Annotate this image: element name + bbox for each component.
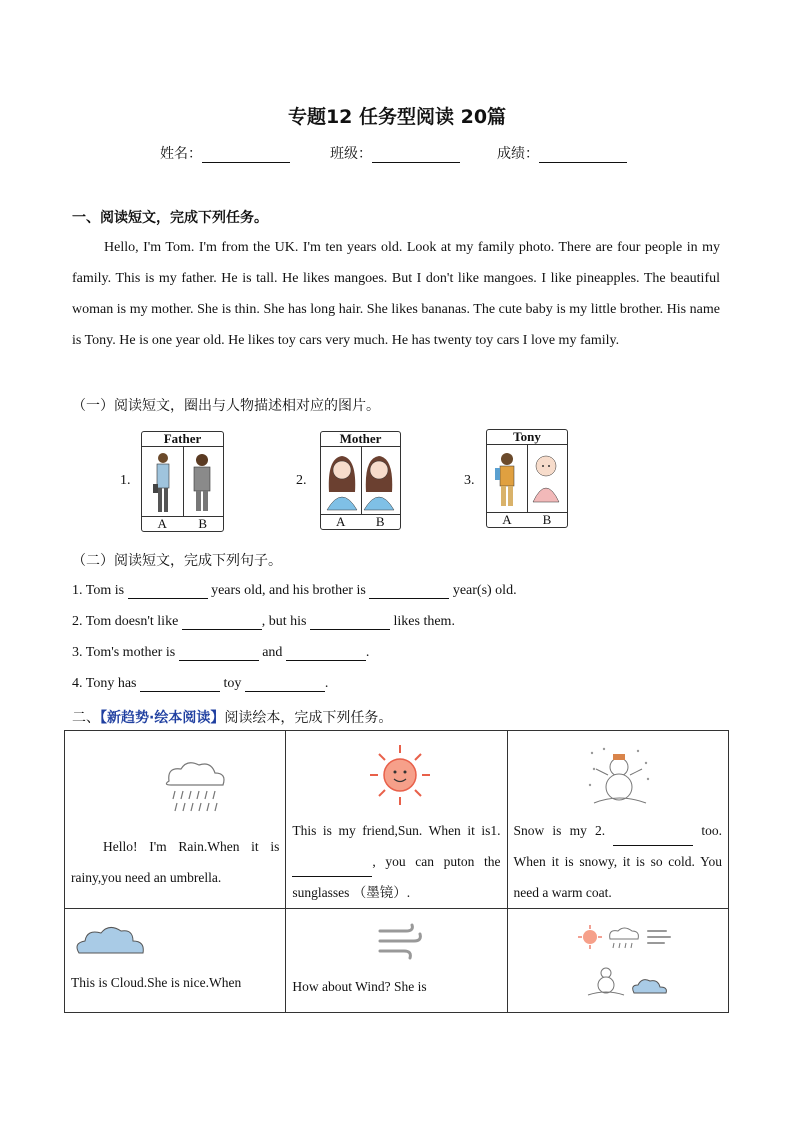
page-title: 专题12 任务型阅读 20篇 bbox=[287, 106, 507, 128]
card2-number: 2. bbox=[296, 473, 307, 488]
question-2 bbox=[72, 614, 455, 630]
q1-text-c: year(s) old. bbox=[452, 583, 517, 598]
sun-text bbox=[292, 815, 500, 908]
mother-card[interactable] bbox=[320, 431, 401, 530]
snow-cell bbox=[507, 731, 728, 909]
option-b[interactable]: B bbox=[542, 512, 552, 527]
q2-blank-2[interactable] bbox=[310, 617, 390, 630]
sun-blank[interactable] bbox=[292, 864, 372, 877]
class-blank[interactable] bbox=[372, 148, 460, 163]
q1-text-b: years old, and his brother is bbox=[211, 583, 366, 598]
section2-heading bbox=[72, 707, 392, 727]
rain-cell bbox=[65, 731, 286, 909]
cloud-text: This is Cloud.She is nice.When bbox=[71, 975, 242, 990]
sun-text-a: This is my friend,Sun. When it is1. bbox=[292, 823, 501, 838]
name-blank[interactable] bbox=[202, 148, 290, 163]
q2-text-a: 2. Tom doesn't like bbox=[72, 614, 179, 629]
name-field[interactable] bbox=[160, 143, 290, 163]
card-header: Tony bbox=[487, 430, 567, 445]
snow-text-a: Snow is my 2. bbox=[513, 823, 606, 838]
snow-text bbox=[514, 815, 722, 908]
tony-card[interactable] bbox=[486, 429, 568, 528]
picture-book-table bbox=[64, 730, 729, 1013]
card-header: Mother bbox=[321, 432, 400, 447]
score-field[interactable] bbox=[497, 143, 627, 163]
option-a[interactable]: A bbox=[157, 516, 167, 531]
weather-icons-cell bbox=[507, 909, 728, 1013]
rain-text: Hello! I'm Rain.When it is rainy,you need an umbrella. bbox=[71, 839, 280, 885]
q2-text-c: likes them. bbox=[393, 614, 455, 629]
section1-heading: 一、阅读短文，完成下列任务。 bbox=[72, 210, 268, 226]
section2-rest: 阅读绘本，完成下列任务。 bbox=[224, 710, 393, 726]
section2-tag: 【新趋势·绘本阅读】 bbox=[100, 710, 225, 726]
option-a[interactable]: A bbox=[502, 512, 512, 527]
q3-blank-2[interactable] bbox=[286, 648, 366, 661]
cloud-cell bbox=[65, 909, 286, 1013]
question-3 bbox=[72, 645, 369, 661]
q4-text-b: toy bbox=[223, 676, 242, 691]
question-1 bbox=[72, 583, 517, 599]
task2-instruction: （二）阅读短文，完成下列句子。 bbox=[72, 553, 282, 569]
q4-blank-1[interactable] bbox=[140, 679, 220, 692]
snow-blank[interactable] bbox=[613, 833, 693, 846]
option-b[interactable]: B bbox=[198, 516, 208, 531]
cloud-icon bbox=[73, 923, 149, 959]
q4-blank-2[interactable] bbox=[245, 679, 325, 692]
q4-text-a: 4. Tony has bbox=[72, 676, 137, 691]
card3-number: 3. bbox=[464, 473, 475, 488]
father-figures-image bbox=[144, 448, 221, 516]
q1-blank-2[interactable] bbox=[369, 586, 449, 599]
q2-blank-1[interactable] bbox=[182, 617, 262, 630]
wind-icon bbox=[376, 921, 422, 961]
snowman-icon bbox=[586, 745, 652, 805]
q1-text-a: 1. Tom is bbox=[72, 583, 125, 598]
task1-instruction: （一）阅读短文，圈出与人物描述相对应的图片。 bbox=[72, 398, 380, 414]
option-b[interactable]: B bbox=[375, 514, 385, 529]
reading-passage: Hello, I'm Tom. I'm from the UK. I'm ten years old. Look at my family photo. There are four people in my family. This is my father. He is tall. He likes mangoes. But I don't like mangoes. I like pineapples. The beautiful woman is my mother. She is thin. She has long hair. She likes bananas. The cute baby is my little brother. His name is Tony. He is one year old. He likes toy cars very much. He has twenty toy cars I love my family. bbox=[72, 240, 720, 348]
weather-collage-icon bbox=[578, 923, 678, 999]
name-label: 姓名： bbox=[160, 146, 202, 162]
q3-text-a: 3. Tom's mother is bbox=[72, 645, 176, 660]
wind-cell bbox=[286, 909, 507, 1013]
class-field[interactable] bbox=[330, 143, 460, 163]
q3-text-b: and bbox=[262, 645, 283, 660]
score-blank[interactable] bbox=[539, 148, 627, 163]
option-a[interactable]: A bbox=[336, 514, 346, 529]
q4-text-c: . bbox=[324, 676, 329, 691]
q1-blank-1[interactable] bbox=[128, 586, 208, 599]
class-label: 班级： bbox=[330, 146, 372, 162]
q3-text-c: . bbox=[365, 645, 370, 660]
q3-blank-1[interactable] bbox=[179, 648, 259, 661]
snow-text-b: too. When it is snowy, it is so cold. You need a warm coat. bbox=[513, 823, 723, 900]
sun-text-b: , you can puton the sunglasses （墨镜）. bbox=[292, 854, 501, 900]
q2-text-b: , but his bbox=[261, 614, 307, 629]
sun-cell bbox=[286, 731, 507, 909]
sun-icon bbox=[368, 743, 432, 807]
father-card[interactable] bbox=[141, 431, 224, 532]
rain-cloud-icon bbox=[161, 759, 231, 821]
section2-prefix: 二、 bbox=[72, 710, 100, 726]
score-label: 成绩： bbox=[497, 146, 539, 162]
question-4 bbox=[72, 676, 328, 692]
wind-text: How about Wind? She is bbox=[292, 979, 427, 994]
tony-figures-image bbox=[489, 446, 565, 512]
card1-number: 1. bbox=[120, 473, 131, 488]
card-header: Father bbox=[142, 432, 223, 447]
mother-figures-image bbox=[323, 448, 398, 514]
